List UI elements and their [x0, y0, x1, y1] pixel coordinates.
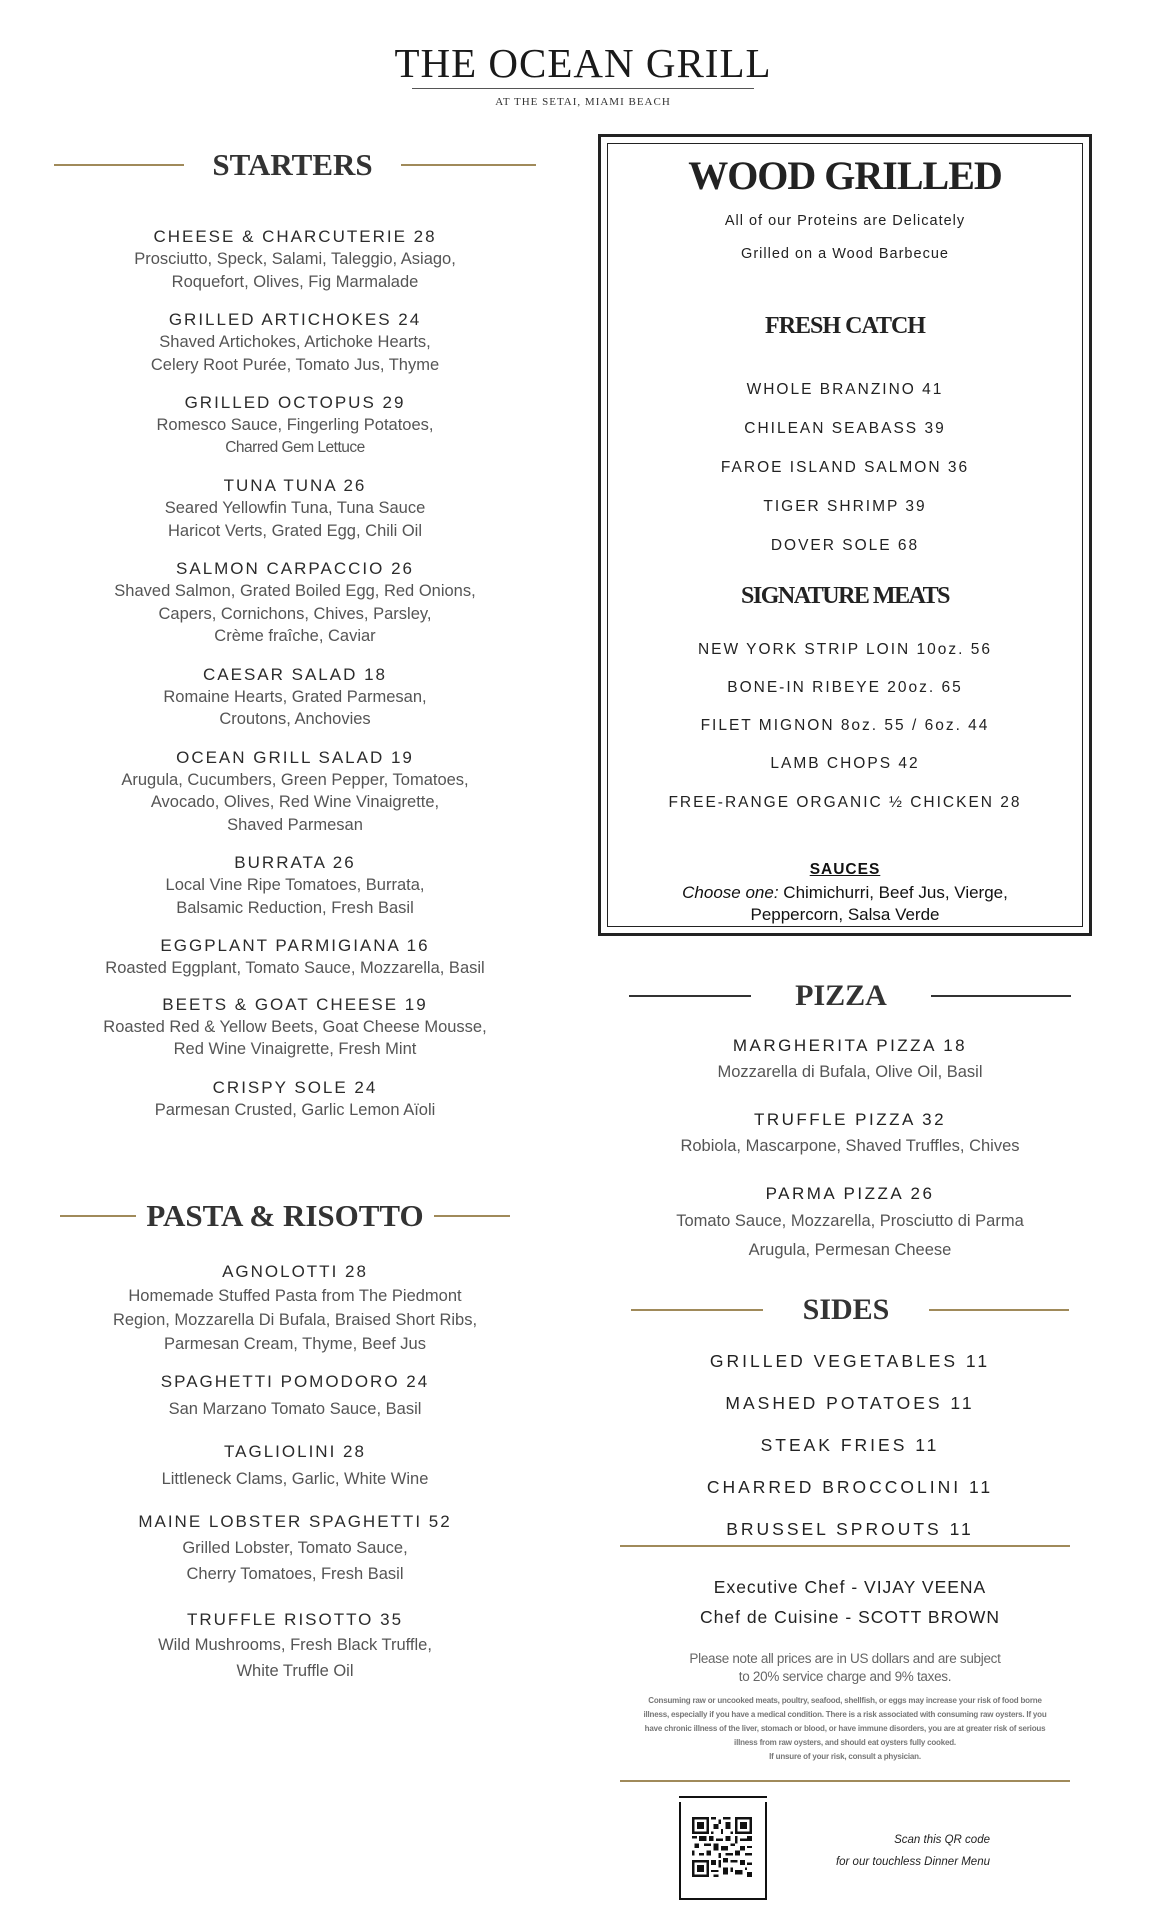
menu-item [60, 226, 530, 293]
fresh-catch-item: FAROE ISLAND SALMON 36 [720, 459, 970, 476]
chef-de-cuisine: Chef de Cuisine - SCOTT BROWN [700, 1607, 1000, 1627]
side-item: GRILLED VEGETABLES 11 [709, 1351, 991, 1371]
item-desc: Romaine Hearts, Grated Parmesan, [163, 687, 427, 706]
item-desc: Roasted Eggplant, Tomato Sauce, Mozzarella, Basil [105, 959, 485, 977]
menu-item [60, 392, 530, 459]
executive-chef: Executive Chef - VIJAY VEENA [713, 1577, 987, 1597]
fine-print-line: illness, especially if you have a medical condition. There is a risk associated with consuming raw oysters. If you [643, 1710, 1047, 1719]
fresh-catch-item: DOVER SOLE 68 [770, 537, 920, 554]
side-item: STEAK FRIES 11 [760, 1435, 940, 1455]
pasta-list [60, 1260, 530, 1684]
heading-rule [931, 995, 1071, 997]
menu-item [60, 1370, 530, 1424]
heading-rule [929, 1309, 1069, 1311]
item-desc: Shaved Parmesan [227, 815, 363, 834]
qr-frame-top [679, 1796, 767, 1798]
signature-meat-item: NEW YORK STRIP LOIN 10oz. 56 [697, 641, 993, 658]
wood-grilled-box [598, 134, 1092, 936]
item-name: CRISPY SOLE 24 [212, 1077, 378, 1097]
item-desc: Red Wine Vinaigrette, Fresh Mint [173, 1040, 417, 1058]
menu-item [60, 852, 530, 919]
qr-code-icon[interactable] [692, 1817, 752, 1877]
item-desc: Robiola, Mascarpone, Shaved Truffles, Chives [680, 1137, 1020, 1155]
signature-meat-item: BONE-IN RIBEYE 20oz. 65 [727, 679, 963, 696]
restaurant-location: AT THE SETAI, MIAMI BEACH [495, 96, 671, 108]
qr-caption: for our touchless Dinner Menu [835, 1856, 990, 1868]
wood-grilled-intro: Grilled on a Wood Barbecue [741, 246, 949, 262]
fresh-catch-item: CHILEAN SEABASS 39 [744, 420, 946, 437]
menu-item [60, 558, 530, 648]
item-desc: Capers, Cornichons, Chives, Parsley, [158, 604, 432, 623]
item-desc: Arugula, Cucumbers, Green Pepper, Tomatoes, [121, 770, 469, 789]
item-name: BURRATA 26 [234, 853, 356, 872]
notice-line: Please note all prices are in US dollars and are subject [689, 1651, 1001, 1666]
signature-meat-item: FILET MIGNON 8oz. 55 / 6oz. 44 [700, 717, 990, 734]
item-desc: Parmesan Cream, Thyme, Beef Jus [164, 1335, 426, 1353]
menu-item [620, 1108, 1080, 1160]
item-name: TUNA TUNA 26 [223, 476, 367, 495]
menu-item [60, 664, 530, 731]
menu-item [60, 747, 530, 837]
item-name: GRILLED OCTOPUS 29 [184, 393, 406, 412]
item-name: EGGPLANT PARMIGIANA 16 [160, 936, 430, 955]
restaurant-name: THE OCEAN GRILL [394, 40, 772, 86]
item-desc: San Marzano Tomato Sauce, Basil [168, 1400, 422, 1418]
section-divider [620, 1545, 1070, 1547]
food-safety-notice [592, 1694, 1098, 1764]
item-desc: Homemade Stuffed Pasta from The Piedmont [128, 1287, 462, 1305]
heading-rule [629, 995, 751, 997]
signature-meat-item: LAMB CHOPS 42 [770, 755, 920, 772]
chef-credits [620, 1572, 1080, 1632]
pasta-heading [50, 1196, 520, 1236]
side-item: CHARRED BROCCOLINI 11 [706, 1477, 994, 1497]
fresh-catch-item: WHOLE BRANZINO 41 [746, 381, 944, 398]
starters-title: STARTERS [212, 147, 373, 182]
menu-item [60, 1077, 530, 1122]
menu-item [60, 994, 530, 1061]
item-desc: Crème fraîche, Caviar [214, 627, 376, 645]
wood-grilled-title: WOOD GRILLED [688, 153, 1002, 198]
sauces-line [601, 883, 1089, 903]
menu-item [60, 1260, 530, 1356]
heading-rule [631, 1309, 763, 1311]
item-desc: Region, Mozzarella Di Bufala, Braised Short Ribs, [112, 1311, 478, 1329]
sides-heading [620, 1290, 1080, 1330]
item-desc: Celery Root Purée, Tomato Jus, Thyme [150, 355, 440, 374]
item-name: GRILLED ARTICHOKES 24 [168, 310, 422, 329]
item-name: AGNOLOTTI 28 [222, 1262, 368, 1281]
item-desc: Romesco Sauce, Fingerling Potatoes, [156, 416, 434, 434]
header-divider [412, 88, 754, 89]
item-desc: White Truffle Oil [236, 1662, 354, 1680]
fine-print-line: have chronic illness of the liver, stomach or blood, or have immune disorders, you are at greater risk of serious [644, 1724, 1046, 1733]
wood-grilled-intro: All of our Proteins are Delicately [724, 213, 966, 229]
item-desc: Shaved Salmon, Grated Boiled Egg, Red Onions, [114, 582, 476, 600]
item-desc: Balsamic Reduction, Fresh Basil [176, 898, 414, 917]
item-name: TRUFFLE PIZZA 32 [753, 1110, 947, 1129]
item-desc: Cherry Tomatoes, Fresh Basil [186, 1565, 404, 1583]
notice-line: to 20% service charge and 9% taxes. [738, 1669, 952, 1684]
menu-item [620, 1034, 1080, 1086]
heading-rule [54, 164, 184, 166]
item-name: OCEAN GRILL SALAD 19 [176, 747, 414, 767]
sauces-options: Peppercorn, Salsa Verde [750, 905, 940, 924]
item-desc: Roquefort, Olives, Fig Marmalade [171, 272, 419, 291]
item-name: SPAGHETTI POMODORO 24 [160, 1372, 430, 1391]
fresh-catch-item: TIGER SHRIMP 39 [763, 498, 927, 515]
side-item: BRUSSEL SPROUTS 11 [726, 1519, 974, 1539]
item-name: CHEESE & CHARCUTERIE 28 [153, 227, 437, 246]
item-desc: Croutons, Anchovies [219, 710, 371, 728]
pizza-title: PIZZA [795, 979, 887, 1012]
side-item: MASHED POTATOES 11 [725, 1393, 975, 1413]
item-desc: Local Vine Ripe Tomatoes, Burrata, [165, 876, 425, 894]
menu-item [620, 1182, 1080, 1264]
fresh-catch-title: FRESH CATCH [765, 313, 925, 339]
item-desc: Littleneck Clams, Garlic, White Wine [161, 1470, 429, 1488]
item-name: MAINE LOBSTER SPAGHETTI 52 [138, 1512, 452, 1531]
item-name: MARGHERITA PIZZA 18 [732, 1036, 968, 1055]
item-desc: Tomato Sauce, Mozzarella, Prosciutto di Parma [676, 1212, 1024, 1230]
fine-print-line: illness from raw oysters, and should eat oysters fully cooked. [734, 1738, 956, 1747]
sides-title: SIDES [802, 1293, 890, 1326]
item-name: CAESAR SALAD 18 [202, 664, 387, 684]
item-name: BEETS & GOAT CHEESE 19 [162, 994, 428, 1014]
pizza-heading [620, 976, 1080, 1016]
pizza-list [620, 1034, 1080, 1264]
item-name: PARMA PIZZA 26 [765, 1184, 935, 1203]
price-notice [598, 1650, 1092, 1686]
sauces-options: Chimichurri, Beef Jus, Vierge, [778, 883, 1008, 902]
menu-item [60, 309, 530, 376]
item-desc: Shaved Artichokes, Artichoke Hearts, [159, 333, 431, 351]
item-name: TRUFFLE RISOTTO 35 [186, 1610, 404, 1629]
menu-item [60, 1510, 530, 1586]
item-desc: Haricot Verts, Grated Egg, Chili Oil [167, 521, 422, 540]
sauces-choose-label: Choose one: [682, 883, 779, 902]
item-desc: Grilled Lobster, Tomato Sauce, [182, 1539, 408, 1557]
section-divider [620, 1780, 1070, 1782]
menu-item [60, 935, 530, 980]
heading-rule [401, 164, 536, 166]
item-desc: Avocado, Olives, Red Wine Vinaigrette, [150, 793, 440, 811]
item-desc: Charred Gem Lettuce [225, 438, 365, 456]
sauces-title: SAUCES [809, 861, 881, 878]
qr-frame-bottom [679, 1898, 767, 1900]
starters-list [60, 226, 530, 1121]
item-name: TAGLIOLINI 28 [224, 1442, 366, 1461]
fine-print-line: If unsure of your risk, consult a physician. [769, 1752, 921, 1761]
pasta-title: PASTA & RISOTTO [146, 1198, 424, 1233]
item-desc: Wild Mushrooms, Fresh Black Truffle, [158, 1636, 432, 1654]
item-desc: Prosciutto, Speck, Salami, Taleggio, Asiago, [134, 250, 456, 268]
signature-meat-item: FREE-RANGE ORGANIC ½ CHICKEN 28 [668, 794, 1022, 811]
item-desc: Parmesan Crusted, Garlic Lemon Aïoli [154, 1100, 436, 1119]
item-desc: Arugula, Permesan Cheese [748, 1241, 952, 1259]
qr-caption: Scan this QR code [894, 1834, 990, 1846]
heading-rule [434, 1215, 510, 1217]
heading-rule [60, 1215, 136, 1217]
menu-item [60, 475, 530, 542]
starters-heading [50, 145, 540, 185]
fine-print-line: Consuming raw or uncooked meats, poultry, seafood, shellfish, or eggs may increase your risk of food borne [648, 1696, 1042, 1705]
item-name: SALMON CARPACCIO 26 [176, 559, 414, 578]
menu-item [60, 1608, 530, 1684]
signature-meats-title: SIGNATURE MEATS [741, 583, 949, 609]
item-desc: Mozzarella di Bufala, Olive Oil, Basil [717, 1063, 983, 1081]
sides-list [620, 1340, 1080, 1550]
item-desc: Roasted Red & Yellow Beets, Goat Cheese Mousse, [103, 1017, 487, 1036]
item-desc: Seared Yellowfin Tuna, Tuna Sauce [164, 499, 426, 517]
menu-item [60, 1440, 530, 1494]
restaurant-header [0, 40, 1166, 108]
